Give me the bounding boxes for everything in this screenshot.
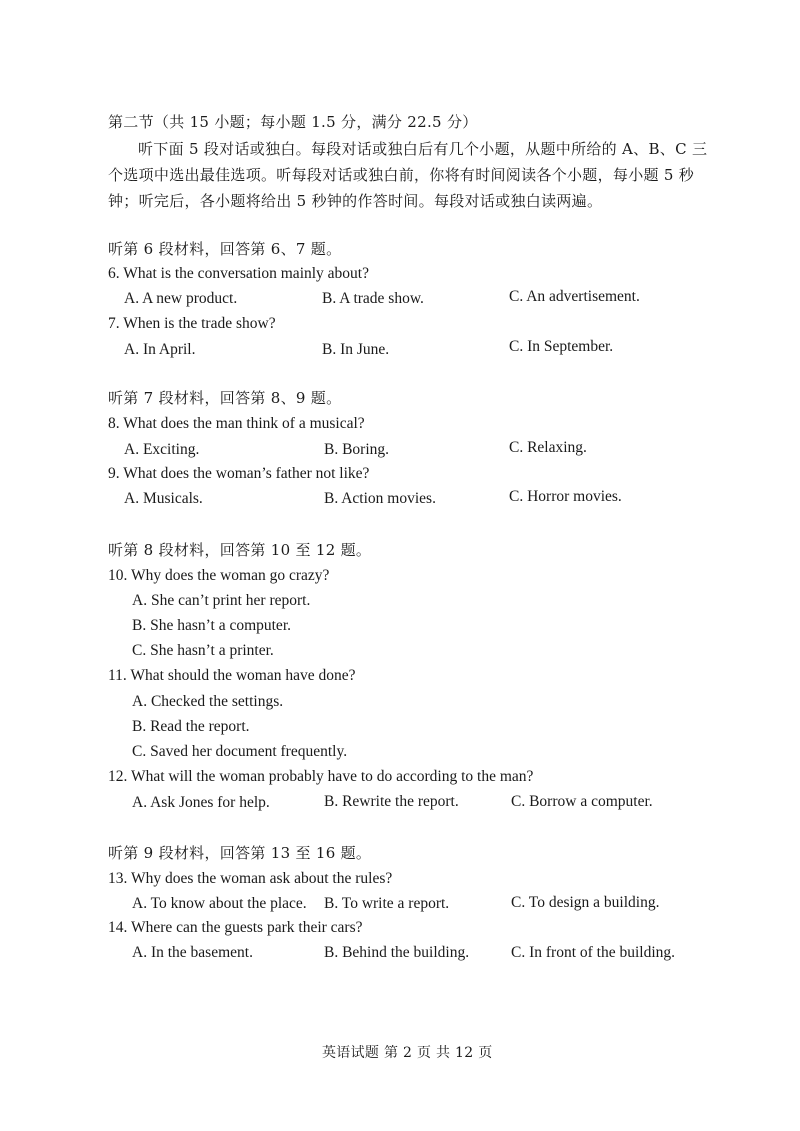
question-stem: 11. What should the woman have done? xyxy=(108,667,356,684)
option-c: C. In September. xyxy=(509,338,614,355)
page-footer: 英语试题 第 2 页 共 12 页 xyxy=(322,1045,493,1061)
question-stem: 12. What will the woman probably have to do according to the man? xyxy=(108,768,534,785)
question-stem: 13. Why does the woman ask about the rules? xyxy=(108,870,393,887)
question-stem: 7. When is the trade show? xyxy=(108,315,276,332)
instruction-line: 钟；听完后，各小题将给出 5 秒钟的作答时间。每段对话或独白读两遍。 xyxy=(108,192,603,210)
option-c: C. Borrow a computer. xyxy=(511,793,653,810)
option-b: B. A trade show. xyxy=(322,290,424,307)
instruction-line: 听下面 5 段对话或独白。每段对话或独白后有几个小题，从题中所给的 A、B、C 三 xyxy=(138,140,708,158)
option-a: A. Checked the settings. xyxy=(132,693,284,710)
option-b: B. To write a report. xyxy=(324,895,450,912)
option-c: C. An advertisement. xyxy=(509,288,640,305)
option-a: A. Musicals. xyxy=(124,490,203,507)
option-c: C. To design a building. xyxy=(511,894,660,911)
question-stem: 10. Why does the woman go crazy? xyxy=(108,567,330,584)
option-b: B. Behind the building. xyxy=(324,944,470,961)
instruction-line: 个选项中选出最佳选项。听每段对话或独白前，你将有时间阅读各个小题，每小题 5 秒 xyxy=(108,166,695,184)
option-c: C. Saved her document frequently. xyxy=(132,743,348,760)
option-a: A. A new product. xyxy=(124,290,238,307)
option-b: B. Rewrite the report. xyxy=(324,793,459,810)
option-c: C. Horror movies. xyxy=(509,488,622,505)
question-stem: 9. What does the woman’s father not like? xyxy=(108,465,370,482)
option-b: B. Action movies. xyxy=(324,490,436,507)
option-a: A. In April. xyxy=(124,341,196,358)
option-a: A. Ask Jones for help. xyxy=(132,794,270,811)
option-c: C. She hasn’t a printer. xyxy=(132,642,274,659)
option-a: A. In the basement. xyxy=(132,944,253,961)
option-b: B. Read the report. xyxy=(132,718,250,735)
option-c: C. Relaxing. xyxy=(509,439,587,456)
option-a: A. To know about the place. xyxy=(132,895,307,912)
group-header: 听第 8 段材料，回答第 10 至 12 题。 xyxy=(108,541,372,559)
option-a: A. Exciting. xyxy=(124,441,200,458)
option-a: A. She can’t print her report. xyxy=(132,592,311,609)
option-b: B. In June. xyxy=(322,341,390,358)
group-header: 听第 6 段材料，回答第 6、7 题。 xyxy=(108,240,342,258)
question-stem: 6. What is the conversation mainly about? xyxy=(108,265,369,282)
option-b: B. She hasn’t a computer. xyxy=(132,617,291,634)
option-c: C. In front of the building. xyxy=(511,944,676,961)
question-stem: 8. What does the man think of a musical? xyxy=(108,415,365,432)
group-header: 听第 7 段材料，回答第 8、9 题。 xyxy=(108,389,342,407)
option-b: B. Boring. xyxy=(324,441,390,458)
section-heading: 第二节（共 15 小题；每小题 1.5 分，满分 22.5 分） xyxy=(108,113,478,131)
group-header: 听第 9 段材料，回答第 13 至 16 题。 xyxy=(108,844,372,862)
question-stem: 14. Where can the guests park their cars? xyxy=(108,919,363,936)
